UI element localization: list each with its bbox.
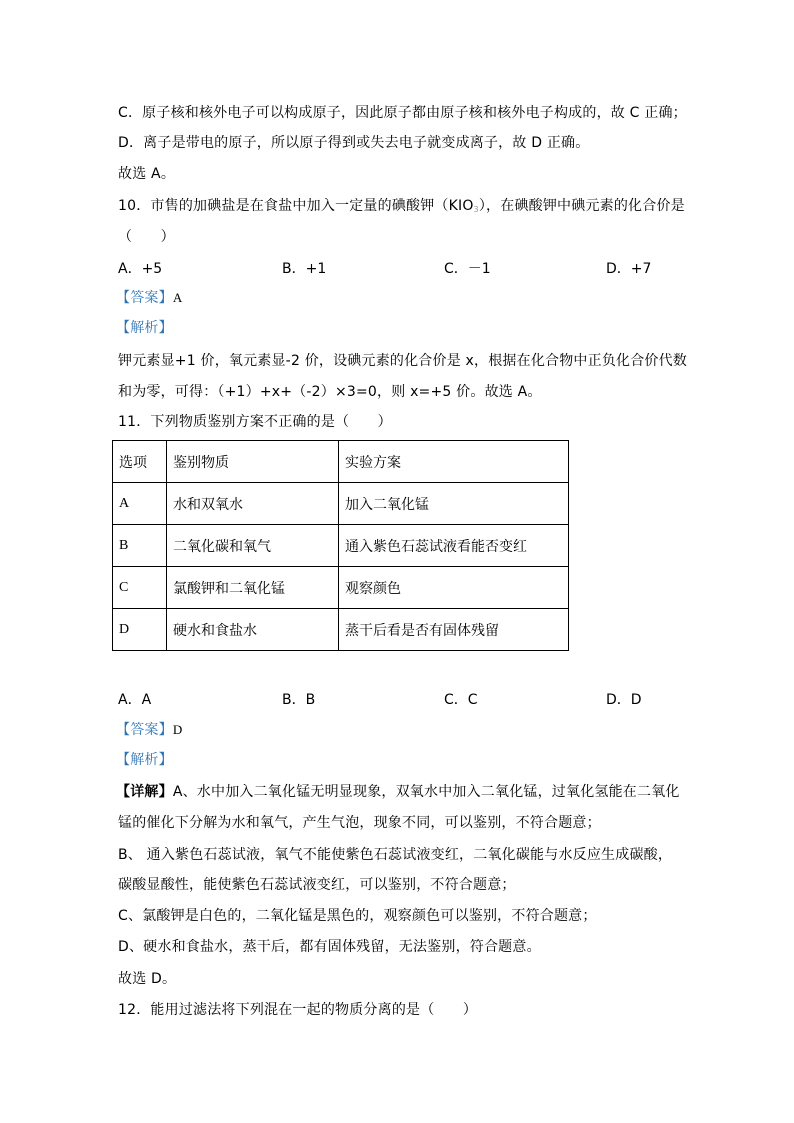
q11-answer-label: 【答案】 [116,722,173,738]
q11-detail-line-4: 碳酸显酸性，能使紫色石蕊试液变红，可以鉴别，不符合题意； [118,877,516,893]
q10-stem-part1: 10．市售的加碘盐是在食盐中加入一定量的碘酸钾（KIO [118,198,474,214]
q10-stem-subscript: 3 [473,205,479,214]
q12-stem: 12．能用过滤法将下列混在一起的物质分离的是（ ） [118,1002,478,1018]
prev-explanation-d: D．离子是带电的原子，所以原子得到或失去电子就变成离子，故 D 正确。 [118,135,590,151]
table-row [113,525,569,567]
q11-stem: 11．下列物质鉴别方案不正确的是（ ） [118,414,392,430]
table-header-row [113,441,569,483]
q10-option-d: D．+7 [606,261,652,277]
cell-method: 蒸干后看是否有固体残留 [339,609,569,651]
cell-substances: 氯酸钾和二氧化锰 [167,567,339,609]
header-method: 实验方案 [339,441,569,483]
cell-method: 通入紫色石蕊试液看能否变红 [339,525,569,567]
cell-method: 观察颜色 [339,567,569,609]
cell-substances: 硬水和食盐水 [167,609,339,651]
q10-answer-value: A [172,290,183,305]
q11-table [112,440,569,651]
q10-option-c: C．－1 [444,261,491,277]
q10-option-a: A．+5 [118,261,163,277]
cell-substances: 二氧化碳和氧气 [167,525,339,567]
q11-option-c: C．C [444,692,478,708]
q10-option-b: B．+1 [282,261,327,277]
table-row [113,609,569,651]
q11-answer-value: D [172,722,183,737]
table-row [113,483,569,525]
q10-stem-part2: ），在碘酸钾中碘元素的化合价是 [478,198,685,214]
header-substances: 鉴别物质 [167,441,339,483]
cell-option: D [113,609,167,651]
header-option: 选项 [113,441,167,483]
cell-option: B [113,525,167,567]
cell-substances: 水和双氧水 [167,483,339,525]
q10-analysis-line2: 和为零，可得：（+1）+x+（-2）×3=0，则 x=+5 价。故选 A。 [118,384,542,400]
q11-detail-text: A、水中加入二氧化锰无明显现象，双氧水中加入二氧化锰，过氧化氢能在二氧化 [172,784,680,800]
prev-conclusion: 故选 A。 [118,166,176,182]
q11-detail-line-1 [116,783,680,801]
q11-conclusion: 故选 D。 [118,971,177,987]
q10-answer [116,289,182,307]
q11-detail-line-5: C、氯酸钾是白色的，二氧化锰是黑色的，观察颜色可以鉴别，不符合题意； [118,908,597,924]
q10-answer-label: 【答案】 [116,290,173,306]
q11-option-d: D．D [606,692,642,708]
cell-option: C [113,567,167,609]
prev-explanation-c: C．原子核和核外电子可以构成原子，因此原子都由原子核和核外电子构成的，故 C 正确； [118,105,687,121]
q10-blank: （ ） [118,229,175,245]
q11-detail-label: 【详解】 [116,784,173,800]
q11-detail-line-3: B、 通入紫色石蕊试液，氧气不能使紫色石蕊试液变红，二氧化碳能与水反应生成碳酸， [118,847,673,863]
q11-option-a: A．A [118,692,152,708]
q11-answer [116,721,182,739]
q10-analysis-label: 【解析】 [116,320,173,336]
q11-detail-line-2: 锰的催化下分解为水和氧气，产生气泡，现象不同，可以鉴别，不符合题意； [118,815,601,831]
q10-analysis-line1: 钾元素显+1 价，氧元素显-2 价，设碘元素的化合价是 x，根据在化合物中正负化合价代数 [118,353,688,369]
table-row [113,567,569,609]
q11-analysis-label: 【解析】 [116,752,173,768]
cell-method: 加入二氧化锰 [339,483,569,525]
q10-stem [118,197,685,219]
cell-option: A [113,483,167,525]
q11-option-b: B．B [282,692,316,708]
q11-detail-line-6: D、硬水和食盐水，蒸干后，都有固体残留，无法鉴别，符合题意。 [118,939,541,955]
